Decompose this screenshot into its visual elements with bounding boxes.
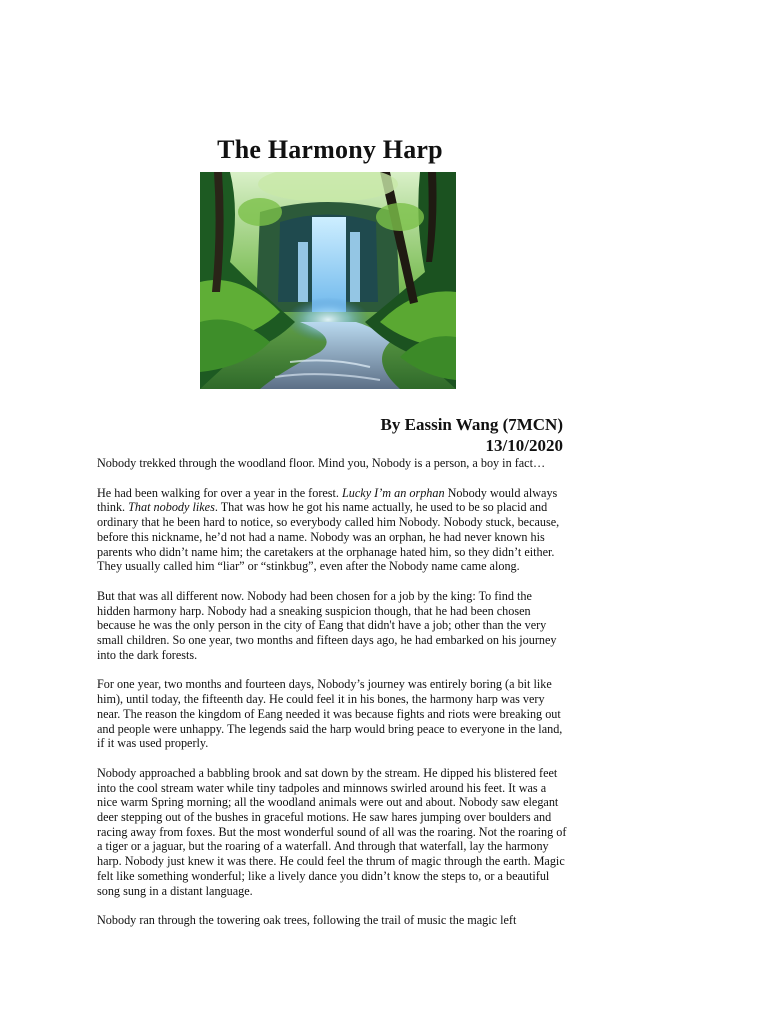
paragraph-2-italic-a: Lucky I’m an orphan — [342, 485, 445, 500]
paragraph-6: Nobody ran through the towering oak trees, following the trail of music the magic left — [97, 913, 517, 928]
paragraph-2-italic-b: That nobody likes — [128, 500, 215, 515]
waterfall-forest-illustration — [200, 172, 456, 389]
paragraph-5: Nobody approached a babbling brook and sat down by the stream. He dipped his blistered feet into the cool stream water while tiny tadpoles and minnows swirled around his feet. It was a nice warm Spring morning; all the woodland animals were out and about. Nobody saw elegant deer stepping out of the bushes in graceful motions. He saw hares jumping over boulders and racing away from foxes. But the most wonderful sound of all was the roaring. Not the roaring of a tiger or a jaguar, but the roaring of a waterfall. And through that waterfall, lay the harmony harp. Nobody just knew it was there. He could feel the thrum of magic through the earth. Magic felt like something wonderful; like a lively dance you didn’t know the steps to, or a beautiful song sung in a distant language. — [97, 765, 567, 898]
byline — [96, 414, 563, 456]
paragraph-2-text-b: Nobody would always think. — [97, 485, 558, 515]
paragraph-3: But that was all different now. Nobody had been chosen for a job by the king: To find the hidden harmony harp. Nobody had a sneaking suspicion though, that he had been chosen because he was the only person in the city of Eang that didn't have a job; other than the very small children. So one year, two months and fifteen days ago, he had embarked on his journey into the dark forests. — [97, 588, 557, 662]
paragraph-2-text-c: . That was how he got his name actually, he used to be so placid and ordinary that he been hard to notice, so everybody called him Nobody. Nobody stuck, because, before this nickname, he’d not had a name. Nobody was an orphan, he had never known his parents who didn’t name him; the caretakers at the orphanage hated him, so they didn’t either. They usually called him “liar” or “stinkbug”, even after the Nobody name came along. — [97, 500, 560, 574]
author-line: By Eassin Wang (7MCN) — [380, 415, 563, 434]
paragraph-2 — [97, 486, 567, 574]
paragraph-1: Nobody trekked through the woodland floor. Mind you, Nobody is a person, a boy in fact… — [97, 456, 546, 470]
paragraph-2-text-a: He had been walking for over a year in the forest. — [97, 485, 343, 500]
date-line: 13/10/2020 — [485, 436, 563, 455]
story-body — [97, 456, 567, 943]
paragraph-4: For one year, two months and fourteen days, Nobody’s journey was entirely boring (a bit like him), until today, the fifteenth day. He could feel it in his bones, the harmony harp was very near. The reason the kingdom of Eang needed it was because fights and riots were breaking out and people were unhappy. The legends said the harp would bring peace to everyone in the land, if it was used properly. — [97, 677, 563, 751]
document-title: The Harmony Harp — [217, 135, 443, 165]
